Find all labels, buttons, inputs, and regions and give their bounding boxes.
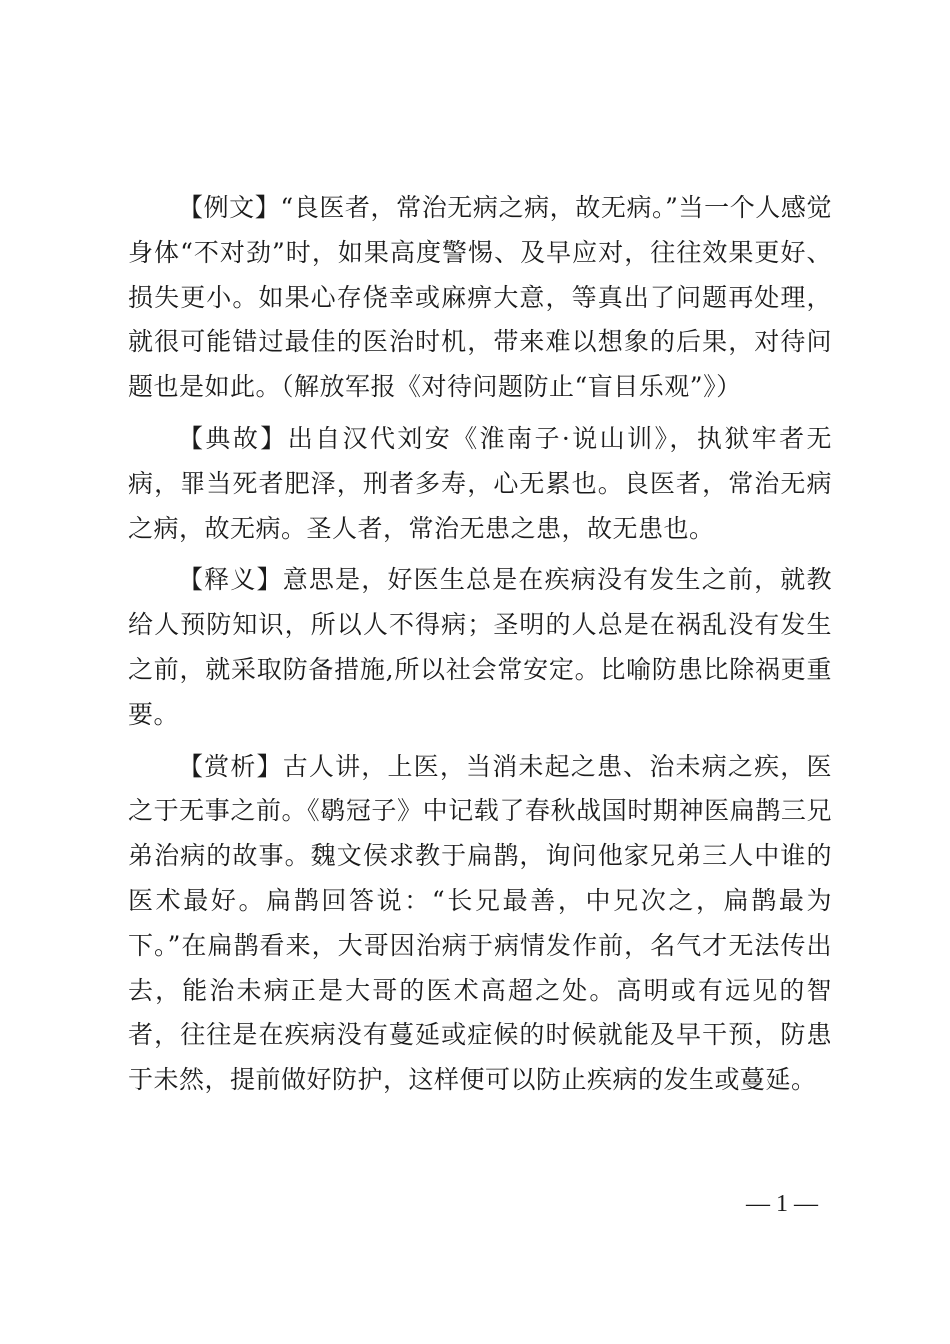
document-body <box>128 186 832 1110</box>
section-tag-interpretation: 【释义】 <box>178 565 283 595</box>
paragraph-appreciation <box>128 745 832 1103</box>
section-text-example: “良医者，常治无病之病，故无病。”当一个人感觉身体“不对劲”时，如果高度警惕、及早应对，往往效果更好、损失更小。如果心存侥幸或麻痹大意，等真出了问题再处理，就很可能错过最佳的医治时机，带来难以想象的后果，对待问题也是如此。（解放军报《对待问题防止“盲目乐观”》） <box>128 193 832 402</box>
section-text-interpretation: 意思是，好医生总是在疾病没有发生之前，就教给人预防知识，所以人不得病；圣明的人总是在祸乱没有发生之前，就采取防备措施,所以社会常安定。比喻防患比除祸更重要。 <box>128 565 832 729</box>
section-tag-appreciation: 【赏析】 <box>178 751 283 781</box>
section-text-allusion: 出自汉代刘安《淮南子·说山训》，执狱牢者无病，罪当死者肥泽，刑者多寿，心无累也。良医者，常治无病之病，故无病。圣人者，常治无患之患，故无患也。 <box>128 423 832 543</box>
page-number: — 1 — <box>746 1191 818 1217</box>
section-text-appreciation: 古人讲，上医，当消未起之患、治未病之疾，医之于无事之前。《鹖冠子》中记载了春秋战国时期神医扁鹊三兄弟治病的故事。魏文侯求教于扁鹊，询问他家兄弟三人中谁的医术最好。扁鹊回答说：“长兄最善，中兄次之，扁鹊最为下。”在扁鹊看来，大哥因治病于病情发作前，名气才无法传出去，能治未病正是大哥的医术高超之处。高明或有远见的智者，往往是在疾病没有蔓延或症候的时候就能及早干预，防患于未然，提前做好防护，这样便可以防止疾病的发生或蔓延。 <box>128 751 832 1095</box>
paragraph-interpretation <box>128 558 832 737</box>
paragraph-allusion <box>128 417 832 551</box>
section-tag-example: 【例文】 <box>178 193 281 222</box>
paragraph-example <box>128 186 832 410</box>
section-tag-allusion: 【典故】 <box>178 423 288 453</box>
